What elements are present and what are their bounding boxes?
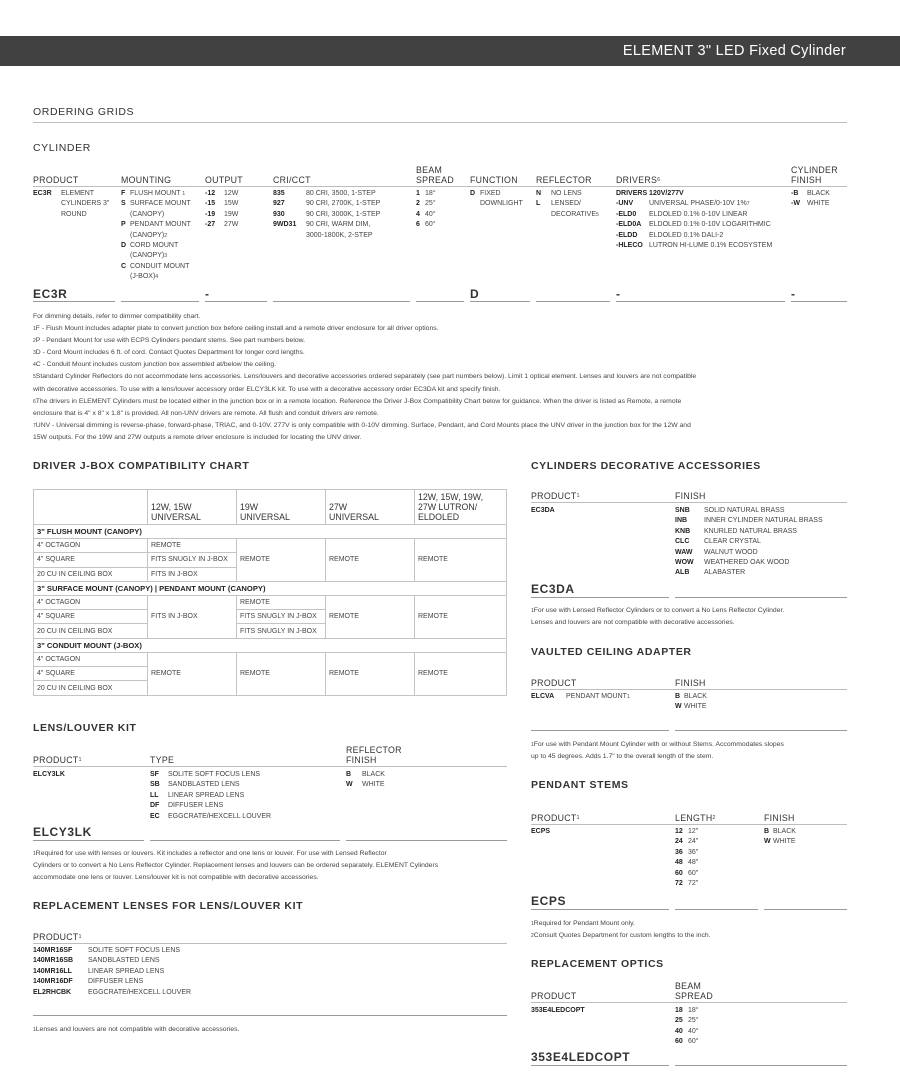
- cell: REMOTE: [415, 652, 507, 695]
- beam-option[interactable]: 1 18°: [416, 190, 436, 197]
- row-label: 4" OCTAGON: [34, 595, 148, 609]
- output-option[interactable]: -15 15W: [205, 200, 239, 208]
- col-finish: FINISH: [675, 491, 706, 501]
- cri-option[interactable]: 9WD31 90 CRI, WARM DIM, 3000-1800K, 2-STEP: [273, 221, 373, 239]
- fill-function: D: [470, 287, 480, 301]
- col-type: TYPE: [150, 755, 175, 765]
- stems-notes: $^1$Required for Pendant Mount only. $^2$Consult Quotes Department for custom lengths to the inch.: [531, 920, 711, 940]
- fill-line[interactable]: [531, 597, 669, 598]
- cyl-product-option[interactable]: EC3R: [33, 190, 52, 197]
- cell: REMOTE: [237, 595, 326, 609]
- fill-line[interactable]: [764, 909, 847, 910]
- col-product: PRODUCT: [531, 991, 577, 1001]
- col-product: PRODUCT$^1$: [33, 755, 82, 765]
- driver-option[interactable]: -ELD0A ELDOLED 0.1% 0-10V LOGARITHMIC: [616, 221, 771, 229]
- divider: [531, 824, 847, 825]
- decorative-notes: $^1$For use with Lensed Reflector Cylinders or to convert a No Lens Reflector Cylinder. Lenses and louvers are not compatible with decorative accessories.: [531, 607, 785, 627]
- col-finish: CYLINDER FINISH: [791, 165, 838, 185]
- output-option[interactable]: -27 27W: [205, 221, 239, 229]
- table-group-row: [34, 638, 507, 652]
- col-output: OUTPUT: [205, 175, 243, 185]
- table-group-row: [34, 525, 507, 539]
- stems-product[interactable]: ECPS: [531, 828, 551, 835]
- cell: REMOTE: [148, 652, 237, 695]
- col-beam: BEAM SPREAD: [416, 165, 454, 185]
- finish-option[interactable]: KNB KNURLED NATURAL BRASS: [675, 527, 797, 535]
- lens-type-option[interactable]: EC EGGCRATE/HEXCELL LOUVER: [150, 812, 272, 820]
- beam-option[interactable]: 2 25°: [416, 200, 436, 208]
- divider: [531, 689, 847, 690]
- fill-stems: ECPS: [531, 894, 567, 908]
- vaulted-product[interactable]: ELCVA PENDANT MOUNT$^1$: [531, 693, 630, 700]
- driver-option[interactable]: -ELDD ELDOLED 0.1% DALI-2: [616, 231, 724, 239]
- fill-optics: 353E4LEDCOPT: [531, 1050, 631, 1064]
- reflector-option[interactable]: N NO LENS: [536, 190, 582, 197]
- col-finish: FINISH: [764, 813, 795, 823]
- length-option[interactable]: 36 36": [675, 848, 699, 856]
- decorative-heading: CYLINDERS DECORATIVE ACCESSORIES: [531, 460, 761, 472]
- lens-kit-heading: LENS/LOUVER KIT: [33, 722, 137, 734]
- col-product: PRODUCT$^1$: [531, 491, 580, 501]
- reflector-options: [536, 189, 599, 220]
- finish-option[interactable]: SNB SOLID NATURAL BRASS: [675, 507, 785, 514]
- mounting-option[interactable]: F FLUSH MOUNT $^1$: [121, 190, 186, 197]
- list-item[interactable]: EL2RHCBK EGGCRATE/HEXCELL LOUVER: [33, 988, 192, 996]
- col-finish: FINISH: [675, 678, 706, 688]
- fill-line[interactable]: [791, 301, 847, 302]
- cylinder-heading: CYLINDER: [33, 142, 91, 154]
- lens-type-option[interactable]: DF DIFFUSER LENS: [150, 802, 224, 810]
- driver-option[interactable]: -HLECO LUTRON HI-LUME 0.1% ECOSYSTEM: [616, 242, 773, 250]
- row-label: 20 CU IN CEILING BOX: [34, 624, 148, 638]
- lens-type-option[interactable]: LL LINEAR SPREAD LENS: [150, 791, 245, 799]
- col-drivers: DRIVERS$^6$: [616, 175, 661, 185]
- cell: FITS IN J-BOX: [148, 567, 237, 581]
- fill-line[interactable]: [531, 1065, 669, 1066]
- lens-type-option[interactable]: SF SOLITE SOFT FOCUS LENS: [150, 771, 261, 778]
- finish-options: [791, 189, 830, 210]
- cyl-product-desc: ELEMENT CYLINDERS 3" ROUND: [61, 190, 110, 218]
- fill-line[interactable]: [416, 301, 464, 302]
- fill-line[interactable]: [536, 301, 610, 302]
- replacement-lens-list: [33, 946, 191, 998]
- beam-option[interactable]: 60 60°: [675, 1038, 699, 1046]
- fill-drivers: -: [616, 287, 621, 301]
- stem-lengths: [675, 827, 698, 889]
- divider: [33, 186, 847, 187]
- mounting-option[interactable]: S SURFACE MOUNT (CANOPY): [121, 200, 191, 218]
- stem-finish-options: [764, 827, 796, 848]
- output-options: [205, 189, 238, 231]
- fill-decorative: EC3DA: [531, 582, 575, 596]
- cri-option[interactable]: 930 90 CRI, 3000K, 1-STEP: [273, 210, 381, 218]
- lens-kit-notes: $^1$Required for use with lenses or louvers. Kit includes a reflector and one lens or louver. For use with Lensed Reflector Cylinders or to convert a No Lens Reflector Cylinder. Replacement lenses and louvers can be ordered separately. ELEMENT Cylinders accommodate one lens or louver. Lens/louver kit is not compatible with decorative accessories.: [33, 850, 439, 882]
- cell: REMOTE: [415, 595, 507, 638]
- page-title: ELEMENT 3" LED Fixed Cylinder: [622, 43, 846, 59]
- length-option[interactable]: 72 72": [675, 880, 699, 888]
- length-option[interactable]: 12 12": [675, 828, 699, 835]
- divider: [531, 1002, 847, 1003]
- col-function: FUNCTION: [470, 175, 518, 185]
- finish-option[interactable]: B BLACK: [675, 693, 707, 700]
- finish-option[interactable]: W WHITE: [675, 703, 707, 711]
- finish-option[interactable]: W WHITE: [346, 781, 385, 789]
- reflector-option[interactable]: L LENSED/ DECORATIVE$^5$: [536, 200, 599, 218]
- fill-line[interactable]: [531, 909, 669, 910]
- driver-options: [616, 189, 772, 251]
- cylinder-notes: For dimming details, refer to dimmer compatibility chart. $^1$F - Flush Mount includes adapter plate to convert junction box before ceiling install and a remote driver enclosure for all driver options. $^2$P - Pendant Mount for use with ECPS Cylinders pendant stems. See part numbers below. $^3$D - Cord Mount includes 6 ft. of cord. Contact Quotes Department for longer cord lengths. $^4$C - Conduit Mount includes custom junction box assembled at/below the ceiling. $^5$Standard Cylinder Reflectors do not accommodate lens accessories. Lens/louvers and decorative accessories ordered separately (see part numbers below). Limit 1 optical element. Lenses and louvers are not compatible with decorative accessories. To use with a lens/louver accessory order ELCY3LK kit. To use with a decorative accessory order EC3DA kit and specify finish. $^6$The drivers in ELEMENT Cylinders must be located either in the junction box or in a remote location. Reference the Driver J-Box Compatibility Chart below for guidance. When the driver is listed as Remote, a remote enclosure that is 4" x 8" x 1.8" is provided. All non-UNV drivers are remote. All flush and conduit drivers are remote. $^7$UNV - Universal dimming is reverse-phase, forward-phase, TRIAC, and 0-10V. 277V is only compatible with 0-10V dimming. Surface, Pendant, and Cord Mounts place the UNV driver in the junction box for the 12W and 15W outputs. For the 19W and 27W outputs a remote driver enclosure is included for locating the UNV driver.: [33, 313, 697, 441]
- optics-heading: REPLACEMENT OPTICS: [531, 958, 664, 970]
- stems-heading: PENDANT STEMS: [531, 779, 629, 791]
- row-label: 4" OCTAGON: [34, 539, 148, 553]
- driver-option[interactable]: -UNV UNIVERSAL PHASE/0-10V 1%$^7$: [616, 200, 750, 208]
- cell: FITS SNUGLY IN J-BOX: [148, 553, 237, 567]
- cell: REMOTE: [326, 652, 415, 695]
- row-label: 20 CU IN CEILING BOX: [34, 567, 148, 581]
- divider: [531, 502, 847, 503]
- replacement-lenses-note: $^1$Lenses and louvers are not compatible with decorative accessories.: [33, 1026, 240, 1033]
- table-row: [34, 595, 507, 609]
- row-label: 4" OCTAGON: [34, 652, 148, 666]
- divider: [33, 943, 507, 944]
- mounting-option[interactable]: P PENDANT MOUNT (CANOPY)$^2$: [121, 221, 191, 239]
- divider: [33, 122, 847, 123]
- output-option[interactable]: -19 19W: [205, 210, 239, 218]
- cell: REMOTE: [326, 595, 415, 638]
- jbox-table: [33, 489, 507, 696]
- list-item[interactable]: 140MR16SB SANDBLASTED LENS: [33, 957, 160, 965]
- fill-line[interactable]: [675, 1065, 847, 1066]
- finish-option[interactable]: WAW WALNUT WOOD: [675, 548, 758, 556]
- vaulted-finish-options: [675, 692, 707, 713]
- lens-type-option[interactable]: SB SANDBLASTED LENS: [150, 781, 240, 789]
- fill-line[interactable]: [470, 301, 530, 302]
- length-option[interactable]: 48 48": [675, 859, 699, 867]
- beam-option[interactable]: 40 40°: [675, 1027, 699, 1035]
- output-option[interactable]: -12 12W: [205, 190, 239, 197]
- mounting-option[interactable]: C CONDUIT MOUNT $(J-BOX)^4$: [121, 262, 190, 281]
- col-mounting: MOUNTING: [121, 175, 172, 185]
- jbox-heading: DRIVER J-BOX COMPATIBILITY CHART: [33, 460, 250, 472]
- fill-line[interactable]: [675, 730, 847, 731]
- cell: REMOTE: [237, 652, 326, 695]
- decorative-finishes: [675, 506, 823, 579]
- finish-option[interactable]: W WHITE: [764, 838, 796, 846]
- row-label: 4" SQUARE: [34, 667, 148, 681]
- fill-line[interactable]: [675, 909, 758, 910]
- mounting-option[interactable]: D CORD MOUNT (CANOPY)$^3$: [121, 242, 179, 260]
- fill-line[interactable]: [33, 1015, 507, 1016]
- fill-output: -: [205, 287, 210, 301]
- vaulted-heading: VAULTED CEILING ADAPTER: [531, 646, 692, 658]
- col-cri: CRI/CCT: [273, 175, 311, 185]
- finish-option[interactable]: ALB ALABASTER: [675, 569, 746, 577]
- col-product: PRODUCT$^1$: [33, 932, 82, 942]
- group-title: 3" SURFACE MOUNT (CANOPY) | PENDANT MOUNT (CANOPY): [34, 581, 507, 595]
- row-label: 4" SQUARE: [34, 610, 148, 624]
- cell: FITS IN J-BOX: [148, 595, 237, 638]
- cell: REMOTE: [237, 539, 326, 582]
- fill-lens-kit: ELCY3LK: [33, 825, 92, 839]
- cell: FITS SNUGLY IN J-BOX: [237, 610, 326, 624]
- beam-option[interactable]: 18 18°: [675, 1007, 699, 1014]
- cri-options: [273, 189, 380, 241]
- fill-line[interactable]: [33, 840, 144, 841]
- fill-line[interactable]: [531, 730, 669, 731]
- lens-finish-options: [346, 770, 385, 791]
- fill-line[interactable]: [205, 301, 267, 302]
- finish-option[interactable]: -B BLACK: [791, 190, 830, 197]
- row-label: 4" SQUARE: [34, 553, 148, 567]
- beam-option[interactable]: 6 60°: [416, 221, 436, 229]
- decorative-product[interactable]: EC3DA: [531, 507, 555, 514]
- col-product: PRODUCT$^1$: [531, 813, 580, 823]
- header-bar: [0, 36, 900, 66]
- cri-option[interactable]: 835 80 CRI, 3500, 1-STEP: [273, 190, 376, 197]
- list-item[interactable]: 140MR16DF DIFFUSER LENS: [33, 978, 144, 986]
- col-product: PRODUCT: [531, 678, 577, 688]
- mounting-options: [121, 189, 191, 283]
- group-title: 3" CONDUIT MOUNT (J-BOX): [34, 638, 507, 652]
- lens-kit-product[interactable]: ELCY3LK: [33, 771, 65, 778]
- table-row: [34, 539, 507, 553]
- finish-option[interactable]: WOW WEATHERED OAK WOOD: [675, 559, 790, 567]
- cell: REMOTE: [148, 539, 237, 553]
- table-header: 12W, 15W UNIVERSAL: [148, 490, 237, 525]
- drivers-title: DRIVERS 120V/277V: [616, 190, 684, 197]
- table-row: [34, 652, 507, 666]
- fill-line[interactable]: [346, 840, 507, 841]
- fill-line[interactable]: [616, 301, 785, 302]
- table-header: 19W UNIVERSAL: [237, 490, 326, 525]
- beam-options: [416, 189, 436, 231]
- cell: FITS SNUGLY IN J-BOX: [237, 624, 326, 638]
- length-option[interactable]: 60 60": [675, 869, 699, 877]
- ordering-grids-heading: ORDERING GRIDS: [33, 106, 135, 118]
- fill-line[interactable]: [675, 597, 847, 598]
- finish-option[interactable]: CLC CLEAR CRYSTAL: [675, 538, 761, 546]
- fill-line[interactable]: [121, 301, 199, 302]
- divider: [33, 766, 507, 767]
- cell: REMOTE: [415, 539, 507, 582]
- col-beam: BEAM SPREAD: [675, 981, 713, 1001]
- table-corner: [34, 490, 148, 525]
- replacement-lenses-heading: REPLACEMENT LENSES FOR LENS/LOUVER KIT: [33, 900, 304, 912]
- col-product: PRODUCT: [33, 175, 79, 185]
- fill-line[interactable]: [150, 840, 340, 841]
- col-reflector: REFLECTOR: [536, 175, 592, 185]
- optics-product[interactable]: 353E4LEDCOPT: [531, 1007, 585, 1014]
- fill-line[interactable]: [273, 301, 410, 302]
- driver-option[interactable]: -ELD0 ELDOLED 0.1% 0-10V LINEAR: [616, 210, 748, 218]
- length-option[interactable]: 24 24": [675, 838, 699, 846]
- fill-product: EC3R: [33, 287, 68, 301]
- function-option[interactable]: D FIXED DOWNLIGHT: [470, 190, 523, 208]
- col-length: LENGTH$^2$: [675, 813, 716, 823]
- fill-finish: -: [791, 287, 796, 301]
- beam-option[interactable]: 25 25°: [675, 1017, 699, 1025]
- finish-option[interactable]: B BLACK: [764, 828, 796, 835]
- finish-option[interactable]: B BLACK: [346, 771, 385, 778]
- cell: REMOTE: [326, 539, 415, 582]
- finish-option[interactable]: -W WHITE: [791, 200, 830, 208]
- optics-beams: [675, 1006, 699, 1048]
- group-title: 3" FLUSH MOUNT (CANOPY): [34, 525, 507, 539]
- finish-option[interactable]: INB INNER CYLINDER NATURAL BRASS: [675, 517, 823, 525]
- cri-option[interactable]: 927 90 CRI, 2700K, 1-STEP: [273, 200, 381, 208]
- col-reflector-finish: REFLECTOR FINISH: [346, 745, 402, 765]
- table-header-row: [34, 490, 507, 525]
- lens-types: [150, 770, 271, 822]
- fill-line[interactable]: [33, 301, 115, 302]
- list-item[interactable]: 140MR16SF SOLITE SOFT FOCUS LENS: [33, 947, 181, 954]
- beam-option[interactable]: 4 40°: [416, 210, 436, 218]
- table-group-row: [34, 581, 507, 595]
- table-header: 27W UNIVERSAL: [326, 490, 415, 525]
- list-item[interactable]: 140MR16LL LINEAR SPREAD LENS: [33, 967, 165, 975]
- table-header: 12W, 15W, 19W, 27W LUTRON/ ELDOLED: [415, 490, 507, 525]
- row-label: 20 CU IN CEILING BOX: [34, 681, 148, 695]
- vaulted-notes: $^1$For use with Pendant Mount Cylinder with or without Stems. Accommodates slopes up to 45 degrees. Adds 1.7" to the overall length of the stem.: [531, 741, 784, 761]
